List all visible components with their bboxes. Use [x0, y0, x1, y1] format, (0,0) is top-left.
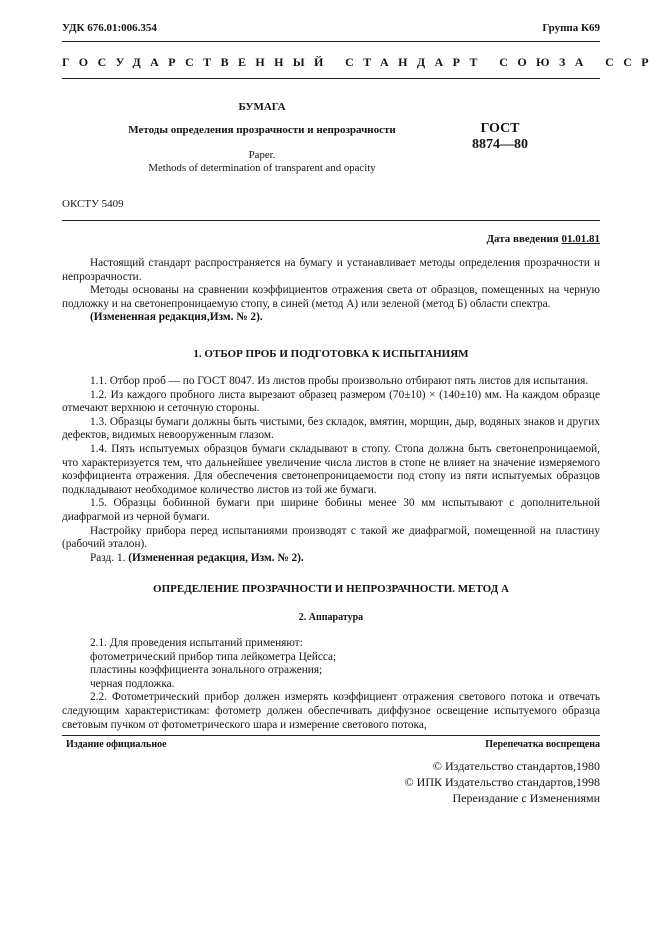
- section2-title: ОПРЕДЕЛЕНИЕ ПРОЗРАЧНОСТИ И НЕПРОЗРАЧНОСТИ. МЕТОД А: [153, 583, 509, 595]
- section1-amendment-text: (Измененная редакция, Изм. № 2).: [128, 551, 304, 564]
- okstu-code: ОКСТУ 5409: [62, 198, 124, 210]
- clause-1-3: 1.3. Образцы бумаги должны быть чистыми, без складок, вмятин, морщин, дыр, водяных знаков и других дефектов, видимых невооруженным глазом.: [62, 415, 600, 442]
- intro-date: [486, 233, 600, 245]
- section1-title: 1. ОТБОР ПРОБ И ПОДГОТОВКА К ИСПЫТАНИЯМ: [193, 348, 469, 360]
- header-divider-bottom: [62, 78, 600, 79]
- footer-divider: [62, 735, 600, 736]
- title-divider: [62, 220, 600, 221]
- clause-1-5-note: Настройку прибора перед испытаниями производят с такой же диафрагмой, помещенной на пластину (рабочий эталон).: [62, 524, 600, 551]
- official-edition: Издание официальное: [66, 739, 167, 750]
- section1-amendment-ref: Разд. 1.: [90, 551, 126, 564]
- gost-number: 8874—80: [472, 137, 528, 152]
- group-code: Группа К69: [542, 22, 600, 34]
- section1-amendment: [62, 552, 600, 566]
- apparatus-item: черная подложка.: [90, 677, 175, 690]
- udk-code: УДК 676.01:006.354: [62, 22, 157, 34]
- apparatus-item: фотометрический прибор типа лейкометра Цейсса;: [90, 650, 337, 663]
- title-ru-sub: Методы определения прозрачности и непрозрачности: [128, 124, 396, 136]
- section1-text: [62, 375, 600, 565]
- intro-date-value: 01.01.81: [561, 233, 600, 245]
- apparatus-item: пластины коэффициента зонального отражения;: [90, 664, 323, 677]
- clause-1-5: 1.5. Образцы бобинной бумаги при ширине бобины менее 30 мм испытывают с дополнительной диафрагмой из черной бумаги.: [62, 497, 600, 523]
- copyright-block: [405, 758, 600, 806]
- intro-amendment: (Измененная редакция,Изм. № 2).: [90, 311, 263, 324]
- reissue-note: Переиздание с Изменениями: [452, 791, 600, 805]
- title-en-sub: Methods of determination of transparent and opacity: [148, 162, 376, 174]
- section2-subtitle: 2. Аппаратура: [298, 612, 364, 623]
- copyright-1980: © Издательство стандартов,1980: [432, 759, 600, 773]
- intro-paragraph: Методы основаны на сравнении коэффициентов отражения света от образцов, помещенных на черную подложку и на светонепроницаемую стопу, в синей (метод А) или зеленой (метод Б) области спектра.: [62, 284, 600, 310]
- gost-label: ГОСТ: [480, 121, 520, 136]
- intro-date-label: Дата введения: [486, 233, 559, 245]
- section2-text: [62, 637, 600, 732]
- title-ru-main: БУМАГА: [238, 101, 286, 113]
- clause-1-1: 1.1. Отбор проб — по ГОСТ 8047. Из листов пробы произвольно отбирают пять листов для испытания.: [90, 375, 589, 387]
- title-en-main: Paper.: [248, 149, 276, 161]
- intro-paragraph: Настоящий стандарт распространяется на бумагу и устанавливает методы определения прозрачности и непрозрачности.: [62, 257, 600, 283]
- copyright-1998: © ИПК Издательство стандартов,1998: [404, 775, 600, 789]
- reprint-prohibited: Перепечатка воспрещена: [485, 739, 600, 750]
- clause-1-2: 1.2. Из каждого пробного листа вырезают образец размером (70±10) × (140±10) мм. На каждом образце отмечают верхнюю и сеточную стороны.: [62, 388, 600, 415]
- intro-text: [62, 257, 600, 325]
- clause-2-1: 2.1. Для проведения испытаний применяют:: [90, 637, 303, 649]
- clause-1-4: 1.4. Пять испытуемых образцов бумаги складывают в стопу. Стопа должна быть светонепроницаемой, что характеризуется тем, что дальнейшее увеличение числа листов в стопе не влияет на значение измеряемого коэффициента отражения. Для обеспечения светонепроницаемости под стопу из пяти испытуемых образцов подкладывают необходимое количество листов из той же бумаги.: [62, 442, 600, 496]
- clause-2-2: 2.2. Фотометрический прибор должен измерять коэффициент отражения светового потока и отвечать следующим характеристикам: фотометр должен обеспечивать диффузное освещение испытуемого образца световым пучком от фотометрического шара и измерение светового потока,: [62, 691, 600, 731]
- header-divider: [62, 41, 600, 42]
- standard-line: ГОСУДАРСТВЕННЫЙ СТАНДАРТ СОЮЗА ССР: [62, 55, 659, 69]
